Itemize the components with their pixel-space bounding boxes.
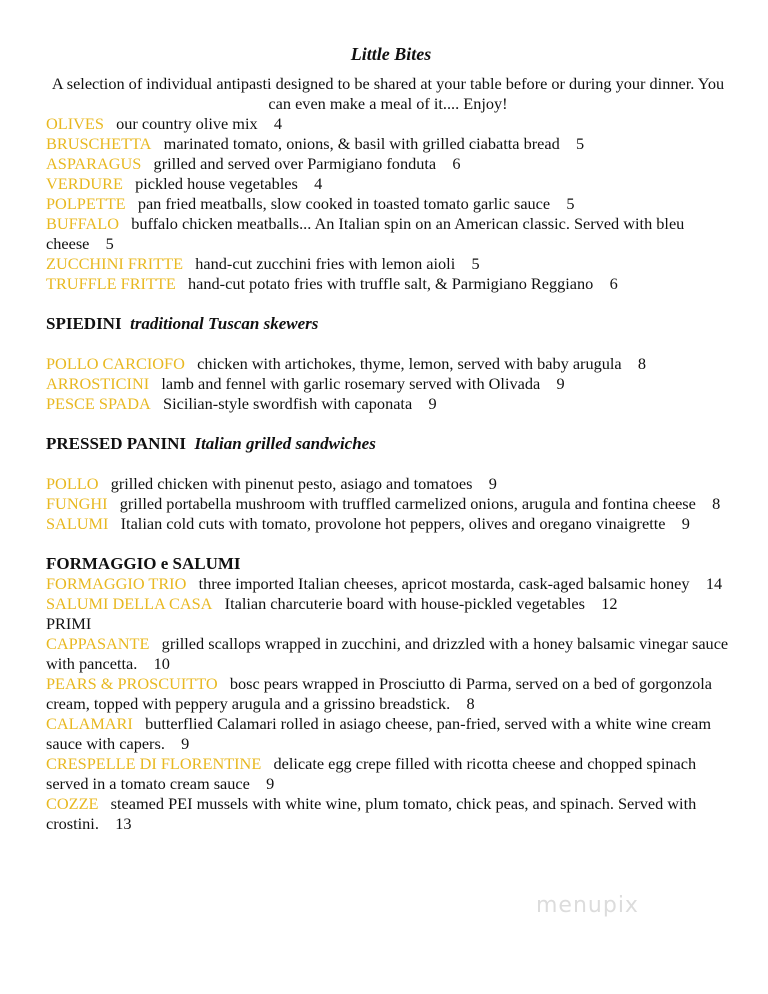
menu-item-description: delicate egg crepe filled with ricotta cheese and chopped spinach served in a tomato cream sauce (46, 754, 697, 793)
menu-item-description: marinated tomato, onions, & basil with grilled ciabatta bread (163, 134, 560, 153)
section-heading-spiedini (46, 314, 736, 334)
little-bites-list (46, 114, 736, 294)
menu-item (46, 674, 736, 714)
menu-item-name: COZZE (46, 794, 99, 813)
menu-item-name: SALUMI DELLA CASA (46, 594, 213, 613)
menu-item-description: Italian cold cuts with tomato, provolone hot peppers, olives and oregano vinaigrette (120, 514, 666, 533)
menu-item-name: POLPETTE (46, 194, 126, 213)
panini-list (46, 474, 736, 534)
menu-item-name: ZUCCHINI FRITTE (46, 254, 184, 273)
menu-item (46, 634, 736, 674)
menu-item-description: bosc pears wrapped in Prosciutto di Parma, served on a bed of gorgonzola cream, topped with peppery arugula and a grissino breadstick. (46, 674, 712, 713)
menu-item-name: FORMAGGIO TRIO (46, 574, 187, 593)
menu-item-name: POLLO CARCIOFO (46, 354, 185, 373)
menu-item-name: VERDURE (46, 174, 123, 193)
menu-item (46, 714, 736, 754)
menu-item-price: 4 (314, 174, 323, 193)
menu-item-name: TRUFFLE FRITTE (46, 274, 176, 293)
menu-item (46, 194, 736, 214)
menu-item-name: BUFFALO (46, 214, 119, 233)
menu-item (46, 574, 736, 594)
panini-heading: PRESSED PANINI (46, 434, 186, 453)
menu-item-description: grilled portabella mushroom with truffled carmelized onions, arugula and fontina cheese (119, 494, 696, 513)
menu-item-description: steamed PEI mussels with white wine, plum tomato, chick peas, and spinach. Served with crostini. (46, 794, 697, 833)
menu-item-description: three imported Italian cheeses, apricot mostarda, cask-aged balsamic honey (198, 574, 690, 593)
menu-item (46, 514, 736, 534)
menu-item-description: grilled scallops wrapped in zucchini, and drizzled with a honey balsamic vinegar sauce with pancetta. (46, 634, 729, 673)
menu-item-price: 9 (488, 474, 497, 493)
menu-item (46, 754, 736, 794)
menu-item-price: 9 (428, 394, 437, 413)
menu-item-name: POLLO (46, 474, 99, 493)
menu-item (46, 374, 736, 394)
menu-item-price: 9 (681, 514, 690, 533)
formaggio-heading: FORMAGGIO e SALUMI (46, 554, 241, 573)
formaggio-list (46, 574, 736, 614)
menu-item-name: SALUMI (46, 514, 109, 533)
menu-item-price: 5 (576, 134, 585, 153)
menu-page (46, 44, 736, 834)
menu-item-price: 8 (466, 694, 475, 713)
menu-item-price: 9 (181, 734, 190, 753)
section-heading-panini (46, 434, 736, 454)
menu-item-description: hand-cut zucchini fries with lemon aioli (195, 254, 456, 273)
menu-item-name: OLIVES (46, 114, 104, 133)
menu-item-description: butterflied Calamari rolled in asiago cheese, pan-fried, served with a white wine cream sauce with capers. (46, 714, 712, 753)
menu-item-description: our country olive mix (116, 114, 258, 133)
menu-item-price: 5 (471, 254, 480, 273)
watermark-logo: menupix (536, 893, 639, 918)
spiedini-list (46, 354, 736, 414)
menu-item-price: 9 (556, 374, 565, 393)
menu-item (46, 174, 736, 194)
menu-item (46, 134, 736, 154)
menu-item (46, 594, 736, 614)
menu-item (46, 254, 736, 274)
menu-item (46, 394, 736, 414)
menu-item-description: lamb and fennel with garlic rosemary served with Olivada (161, 374, 541, 393)
menu-item-description: chicken with artichokes, thyme, lemon, served with baby arugula (197, 354, 622, 373)
menu-item-price: 6 (452, 154, 461, 173)
menu-item (46, 114, 736, 134)
menu-item-price: 5 (105, 234, 114, 253)
menu-item-description: buffalo chicken meatballs... An Italian spin on an American classic. Served with bleu cheese (46, 214, 685, 253)
menu-item-description: Sicilian-style swordfish with caponata (163, 394, 413, 413)
menu-item-description: pickled house vegetables (135, 174, 298, 193)
little-bites-intro: A selection of individual antipasti designed to be shared at your table before or during your dinner. You can even make a meal of it.... Enjoy! (51, 74, 725, 113)
menu-item-price: 8 (712, 494, 721, 513)
menu-item (46, 494, 736, 514)
section-title-little-bites: Little Bites (350, 44, 432, 64)
menu-item-name: PEARS & PROSCUITTO (46, 674, 218, 693)
menu-item-description: hand-cut potato fries with truffle salt, & Parmigiano Reggiano (188, 274, 594, 293)
spiedini-heading: SPIEDINI (46, 314, 122, 333)
menu-item-description: grilled and served over Parmigiano fonduta (153, 154, 437, 173)
menu-item-price: 5 (566, 194, 575, 213)
menu-item-price: 12 (601, 594, 618, 613)
section-heading-formaggio (46, 554, 736, 574)
menu-item-name: ARROSTICINI (46, 374, 150, 393)
menu-item (46, 154, 736, 174)
menu-item-price: 4 (273, 114, 283, 133)
menu-item (46, 794, 736, 834)
section-heading-primi: PRIMI (46, 614, 92, 633)
menu-item-price: 13 (115, 814, 132, 833)
menu-item-price: 14 (705, 574, 723, 593)
menu-item-name: PESCE SPADA (46, 394, 151, 413)
menu-item (46, 354, 736, 374)
spiedini-subtitle: traditional Tuscan skewers (130, 314, 319, 333)
panini-subtitle: Italian grilled sandwiches (194, 434, 376, 453)
menu-item-name: ASPARAGUS (46, 154, 142, 173)
menu-item-description: pan fried meatballs, slow cooked in toasted tomato garlic sauce (137, 194, 551, 213)
menu-item-name: BRUSCHETTA (46, 134, 152, 153)
menu-item-price: 6 (609, 274, 618, 293)
menu-item-description: Italian charcuterie board with house-pickled vegetables (224, 594, 585, 613)
menu-item (46, 214, 736, 254)
menu-item-name: CAPPASANTE (46, 634, 150, 653)
menu-item (46, 474, 736, 494)
menu-item-description: grilled chicken with pinenut pesto, asiago and tomatoes (110, 474, 473, 493)
menu-item-price: 10 (153, 654, 170, 673)
menu-item-name: CALAMARI (46, 714, 133, 733)
menu-item-name: FUNGHI (46, 494, 108, 513)
menu-item-price: 9 (266, 774, 275, 793)
menu-item (46, 274, 736, 294)
menu-item-price: 8 (637, 354, 647, 373)
menu-item-name: CRESPELLE DI FLORENTINE (46, 754, 262, 773)
primi-list (46, 634, 736, 834)
